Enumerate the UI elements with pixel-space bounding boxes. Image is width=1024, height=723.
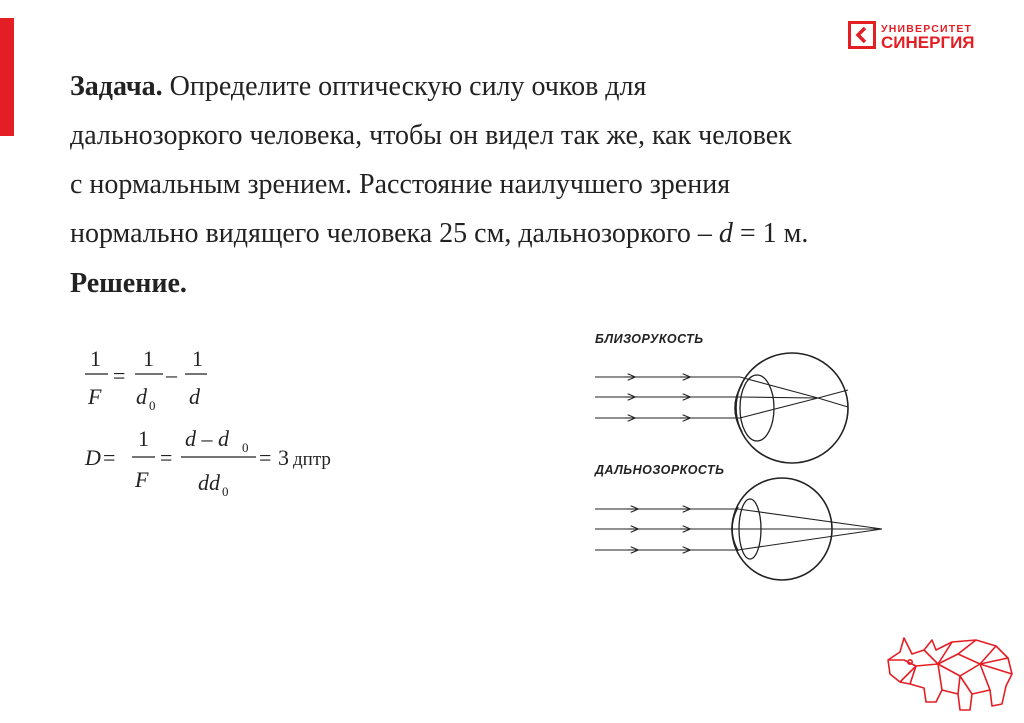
task-line-1: Определите оптическую силу очков для: [169, 71, 647, 102]
formula-1-eq: =: [113, 363, 126, 388]
formula-2-num-sub0: 0: [242, 440, 249, 455]
myopia-rays: [595, 377, 848, 418]
formula-2-num1: 1: [138, 426, 149, 451]
synergy-logo-icon: [848, 21, 876, 49]
formula-2-F: F: [135, 467, 149, 492]
formula-1-d: d: [189, 384, 200, 409]
formula-1-num: 1: [90, 346, 101, 371]
task-text: [70, 62, 990, 258]
myopia-label: БЛИЗОРУКОСТЬ: [595, 332, 704, 346]
synergy-logo[interactable]: [848, 20, 998, 54]
formula-1-sub0: 0: [149, 398, 156, 413]
formula-2-num: d – d: [185, 426, 229, 451]
formula-2-eq3: =: [259, 445, 272, 470]
myopic-eye-icon: [735, 353, 848, 463]
formula-2-unit: дптр: [293, 449, 331, 470]
task-line-4: нормально видящего человека 25 см, дальнозоркого –: [70, 218, 719, 249]
task-line-3: с нормальным зрением. Расстояние наилучшего зрения: [70, 169, 731, 200]
task-line-4-end: = 1 м.: [732, 218, 809, 249]
hyperopia-rays: [595, 509, 882, 550]
rhino-icon: [880, 630, 1020, 720]
formula-2-result: 3: [278, 445, 289, 470]
task-var-d: d: [718, 218, 733, 249]
eye-diagram: [590, 322, 900, 592]
formula-2-eq1: =: [103, 445, 116, 470]
formula-block: [80, 340, 400, 510]
logo-line-2: СИНЕРГИЯ: [881, 33, 975, 52]
formula-2-den-sub0: 0: [222, 484, 229, 499]
hyperopia-label: ДАЛЬНОЗОРКОСТЬ: [595, 463, 725, 477]
formula-1-num3: 1: [192, 346, 203, 371]
formula-1-minus: –: [166, 362, 177, 387]
formula-1-d0: d: [136, 384, 147, 409]
formula-2-eq2: =: [160, 445, 173, 470]
task-heading: Задача.: [70, 71, 163, 102]
accent-bar: [0, 18, 14, 136]
formula-2-den: dd: [198, 470, 220, 495]
solution-heading: Решение.: [70, 268, 187, 299]
formula-1-num2: 1: [143, 346, 154, 371]
task-line-2: дальнозоркого человека, чтобы он видел так же, как человек: [70, 120, 792, 151]
formula-2-D: D: [85, 445, 101, 470]
formula-1-F: F: [88, 384, 102, 409]
logo-line-1: УНИВЕРСИТЕТ: [881, 23, 973, 35]
